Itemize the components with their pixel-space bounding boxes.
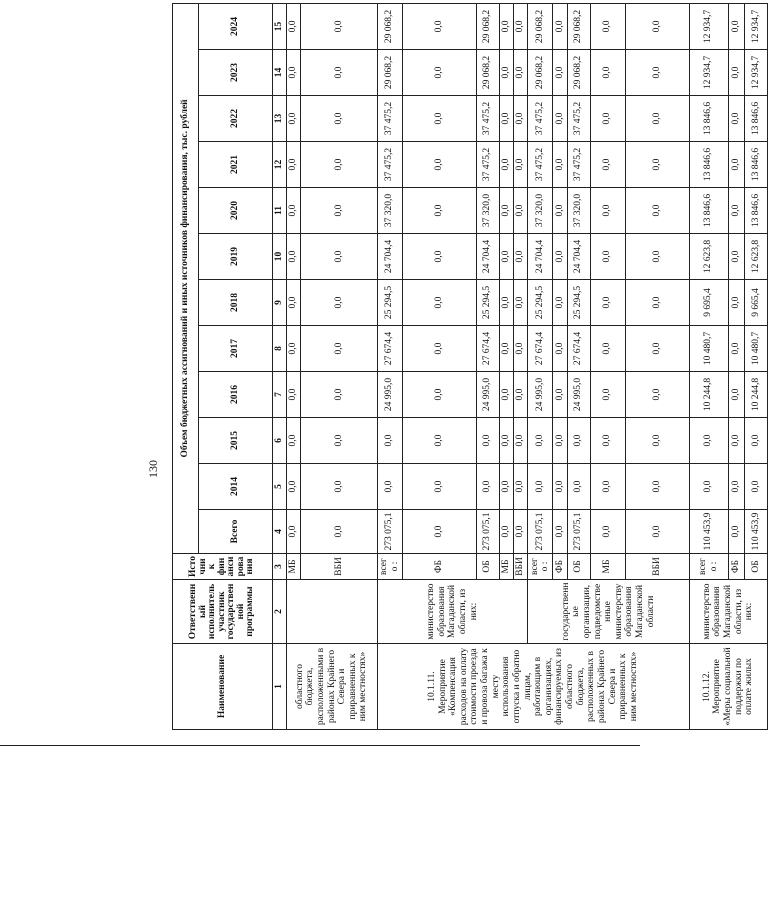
- value-cell: 0,0: [514, 280, 528, 326]
- value-cell: 0,0: [377, 464, 402, 510]
- value-cell: 0,0: [745, 418, 768, 464]
- value-cell: 0,0: [402, 3, 476, 49]
- value-cell: 0,0: [287, 464, 301, 510]
- value-cell: 9 695,4: [689, 280, 728, 326]
- value-cell: 0,0: [625, 96, 689, 142]
- value-cell: 0,0: [514, 418, 528, 464]
- value-cell: 0,0: [625, 50, 689, 96]
- value-cell: 0,0: [625, 234, 689, 280]
- measure-name: областного бюджета, расположенными в районах Крайнего Севера и приравненных к ним местностях»: [287, 644, 378, 730]
- value-cell: 25 294,5: [528, 280, 553, 326]
- value-cell: 0,0: [590, 96, 625, 142]
- value-cell: 0,0: [514, 142, 528, 188]
- value-cell: 37 475,2: [528, 96, 553, 142]
- source-cell: ФБ: [553, 554, 567, 580]
- source-cell: ФБ: [728, 554, 744, 580]
- value-cell: 0,0: [514, 96, 528, 142]
- value-cell: 12 934,7: [689, 50, 728, 96]
- header-year: 2019: [199, 234, 273, 280]
- value-cell: 0,0: [402, 510, 476, 554]
- value-cell: 0,0: [499, 326, 513, 372]
- measure-name: 10.1.12. Мероприятие «Меры социальной поддержки по оплате жилых: [689, 644, 767, 730]
- table-row: [689, 3, 728, 729]
- value-cell: 0,0: [590, 50, 625, 96]
- column-number: 4: [273, 510, 287, 554]
- value-cell: 24 704,4: [476, 234, 499, 280]
- value-cell: 0,0: [499, 50, 513, 96]
- value-cell: 10 244,8: [745, 372, 768, 418]
- value-cell: 0,0: [402, 96, 476, 142]
- value-cell: 12 934,7: [689, 3, 728, 49]
- value-cell: 27 674,4: [567, 326, 590, 372]
- value-cell: 0,0: [287, 188, 301, 234]
- value-cell: 0,0: [499, 96, 513, 142]
- value-cell: 0,0: [728, 372, 744, 418]
- value-cell: 0,0: [625, 372, 689, 418]
- value-cell: 0,0: [402, 326, 476, 372]
- source-cell: ОБ: [476, 554, 499, 580]
- value-cell: 0,0: [514, 464, 528, 510]
- value-cell: 12 934,7: [745, 50, 768, 96]
- value-cell: 0,0: [689, 464, 728, 510]
- value-cell: 0,0: [301, 188, 377, 234]
- value-cell: 0,0: [287, 418, 301, 464]
- value-cell: 29 068,2: [528, 50, 553, 96]
- value-cell: 0,0: [553, 418, 567, 464]
- value-cell: 24 995,0: [528, 372, 553, 418]
- value-cell: 12 623,8: [689, 234, 728, 280]
- column-number: 6: [273, 418, 287, 464]
- value-cell: 24 995,0: [476, 372, 499, 418]
- value-cell: 0,0: [528, 464, 553, 510]
- value-cell: 0,0: [625, 464, 689, 510]
- value-cell: 0,0: [625, 188, 689, 234]
- header-year: 2022: [199, 96, 273, 142]
- source-cell: ОБ: [567, 554, 590, 580]
- value-cell: 0,0: [402, 188, 476, 234]
- value-cell: 27 674,4: [476, 326, 499, 372]
- value-cell: 110 453,9: [689, 510, 728, 554]
- value-cell: 37 475,2: [567, 142, 590, 188]
- header-year: 2014: [199, 464, 273, 510]
- source-cell: МБ: [590, 554, 625, 580]
- value-cell: 0,0: [301, 372, 377, 418]
- column-number: 10: [273, 234, 287, 280]
- value-cell: 0,0: [499, 188, 513, 234]
- value-cell: 0,0: [553, 3, 567, 49]
- column-number: 3: [273, 554, 287, 580]
- value-cell: 0,0: [499, 3, 513, 49]
- financing-table: [172, 3, 768, 730]
- value-cell: 0,0: [590, 188, 625, 234]
- value-cell: 0,0: [287, 3, 301, 49]
- value-cell: 273 075,1: [377, 510, 402, 554]
- header-year: 2020: [199, 188, 273, 234]
- value-cell: 110 453,9: [745, 510, 768, 554]
- source-cell: всего :: [528, 554, 553, 580]
- value-cell: 0,0: [553, 188, 567, 234]
- executor-cell: министерство образования Магаданской области, из них:: [377, 580, 528, 644]
- value-cell: 25 294,5: [567, 280, 590, 326]
- value-cell: 0,0: [625, 510, 689, 554]
- value-cell: 0,0: [553, 96, 567, 142]
- column-number: 1: [273, 644, 287, 730]
- header-volume: Объем бюджетных ассигнований и иных источников финансирования, тыс. рублей: [173, 3, 199, 553]
- value-cell: 0,0: [514, 188, 528, 234]
- value-cell: 0,0: [590, 464, 625, 510]
- value-cell: 0,0: [590, 3, 625, 49]
- value-cell: 9 665,4: [745, 280, 768, 326]
- value-cell: 0,0: [301, 3, 377, 49]
- value-cell: 37 475,2: [377, 96, 402, 142]
- value-cell: 0,0: [625, 280, 689, 326]
- value-cell: 13 846,6: [745, 142, 768, 188]
- value-cell: 0,0: [287, 326, 301, 372]
- value-cell: 29 068,2: [567, 3, 590, 49]
- column-number: 13: [273, 96, 287, 142]
- value-cell: 0,0: [553, 464, 567, 510]
- value-cell: 37 320,0: [567, 188, 590, 234]
- header-name: Наименование: [173, 644, 273, 730]
- value-cell: 0,0: [728, 510, 744, 554]
- value-cell: 0,0: [301, 96, 377, 142]
- column-number: 8: [273, 326, 287, 372]
- value-cell: 0,0: [499, 372, 513, 418]
- value-cell: 13 846,6: [745, 96, 768, 142]
- value-cell: 37 475,2: [567, 96, 590, 142]
- value-cell: 0,0: [301, 50, 377, 96]
- source-cell: ВБИ: [301, 554, 377, 580]
- value-cell: 24 704,4: [528, 234, 553, 280]
- value-cell: 0,0: [553, 280, 567, 326]
- value-cell: 0,0: [745, 464, 768, 510]
- value-cell: 0,0: [287, 50, 301, 96]
- value-cell: 0,0: [689, 418, 728, 464]
- value-cell: 25 294,5: [476, 280, 499, 326]
- value-cell: 10 244,8: [689, 372, 728, 418]
- value-cell: 29 068,2: [377, 3, 402, 49]
- value-cell: 27 674,4: [528, 326, 553, 372]
- value-cell: 0,0: [514, 372, 528, 418]
- value-cell: 0,0: [287, 96, 301, 142]
- value-cell: 0,0: [553, 234, 567, 280]
- value-cell: 0,0: [728, 234, 744, 280]
- value-cell: 0,0: [514, 510, 528, 554]
- value-cell: 0,0: [287, 142, 301, 188]
- value-cell: 24 995,0: [567, 372, 590, 418]
- value-cell: 0,0: [590, 280, 625, 326]
- value-cell: 0,0: [499, 510, 513, 554]
- column-number: 15: [273, 3, 287, 49]
- value-cell: 13 846,6: [689, 96, 728, 142]
- value-cell: 0,0: [590, 418, 625, 464]
- value-cell: 12 934,7: [745, 3, 768, 49]
- executor-cell: министерство образования Магаданской области, из них:: [689, 580, 767, 644]
- column-number: 5: [273, 464, 287, 510]
- value-cell: 37 320,0: [377, 188, 402, 234]
- value-cell: 0,0: [287, 372, 301, 418]
- value-cell: 0,0: [514, 3, 528, 49]
- value-cell: 0,0: [514, 50, 528, 96]
- value-cell: 0,0: [301, 510, 377, 554]
- value-cell: 0,0: [590, 372, 625, 418]
- value-cell: 0,0: [567, 418, 590, 464]
- value-cell: 13 846,6: [689, 188, 728, 234]
- value-cell: 0,0: [625, 142, 689, 188]
- page-divider-line: [0, 745, 640, 746]
- value-cell: 27 674,4: [377, 326, 402, 372]
- value-cell: 24 704,4: [377, 234, 402, 280]
- value-cell: 0,0: [553, 510, 567, 554]
- value-cell: 0,0: [567, 464, 590, 510]
- value-cell: 0,0: [402, 372, 476, 418]
- value-cell: 37 475,2: [476, 96, 499, 142]
- page-number: 130: [146, 460, 160, 478]
- value-cell: 37 320,0: [528, 188, 553, 234]
- source-cell: ФБ: [402, 554, 476, 580]
- header-source: Источник финансирования: [173, 554, 273, 580]
- value-cell: 0,0: [476, 464, 499, 510]
- header-year: 2016: [199, 372, 273, 418]
- value-cell: 0,0: [287, 280, 301, 326]
- source-cell: всего :: [377, 554, 402, 580]
- value-cell: 0,0: [728, 464, 744, 510]
- value-cell: 0,0: [402, 142, 476, 188]
- header-year: 2017: [199, 326, 273, 372]
- value-cell: 24 995,0: [377, 372, 402, 418]
- header-year: 2018: [199, 280, 273, 326]
- value-cell: 0,0: [301, 464, 377, 510]
- value-cell: 0,0: [553, 372, 567, 418]
- value-cell: 0,0: [301, 280, 377, 326]
- value-cell: 13 846,6: [689, 142, 728, 188]
- value-cell: 0,0: [553, 50, 567, 96]
- value-cell: 0,0: [301, 326, 377, 372]
- header-year: 2021: [199, 142, 273, 188]
- value-cell: 24 704,4: [567, 234, 590, 280]
- value-cell: 37 475,2: [476, 142, 499, 188]
- executor-cell: [287, 580, 378, 644]
- column-number: 9: [273, 280, 287, 326]
- value-cell: 0,0: [499, 418, 513, 464]
- value-cell: 0,0: [728, 326, 744, 372]
- value-cell: 0,0: [514, 326, 528, 372]
- value-cell: 0,0: [301, 142, 377, 188]
- value-cell: 0,0: [499, 280, 513, 326]
- value-cell: 0,0: [402, 50, 476, 96]
- value-cell: 0,0: [402, 280, 476, 326]
- value-cell: 0,0: [728, 96, 744, 142]
- value-cell: 0,0: [402, 464, 476, 510]
- value-cell: 0,0: [590, 142, 625, 188]
- value-cell: 37 475,2: [528, 142, 553, 188]
- value-cell: 0,0: [499, 464, 513, 510]
- value-cell: 10 480,7: [689, 326, 728, 372]
- value-cell: 29 068,2: [528, 3, 553, 49]
- value-cell: 29 068,2: [476, 50, 499, 96]
- value-cell: 0,0: [528, 418, 553, 464]
- value-cell: 0,0: [402, 234, 476, 280]
- value-cell: 273 075,1: [476, 510, 499, 554]
- value-cell: 0,0: [499, 234, 513, 280]
- value-cell: 29 068,2: [567, 50, 590, 96]
- header-executor: Ответственный исполнитель участник государственной программы: [173, 580, 273, 644]
- value-cell: 29 068,2: [476, 3, 499, 49]
- value-cell: 0,0: [625, 326, 689, 372]
- value-cell: 37 475,2: [377, 142, 402, 188]
- header-year: 2015: [199, 418, 273, 464]
- column-number: 14: [273, 50, 287, 96]
- column-number: 7: [273, 372, 287, 418]
- value-cell: 0,0: [301, 234, 377, 280]
- source-cell: ВБИ: [514, 554, 528, 580]
- value-cell: 0,0: [590, 510, 625, 554]
- value-cell: 0,0: [553, 142, 567, 188]
- table-row: [377, 3, 402, 729]
- value-cell: 0,0: [514, 234, 528, 280]
- source-cell: ОБ: [745, 554, 768, 580]
- source-cell: МБ: [287, 554, 301, 580]
- executor-cell: государственные организации, подведомственные министерству образования Магаданской области: [528, 580, 689, 644]
- value-cell: 0,0: [377, 418, 402, 464]
- header-year: 2024: [199, 3, 273, 49]
- value-cell: 0,0: [728, 142, 744, 188]
- value-cell: 273 075,1: [528, 510, 553, 554]
- value-cell: 0,0: [728, 280, 744, 326]
- value-cell: 12 623,8: [745, 234, 768, 280]
- column-number: 11: [273, 188, 287, 234]
- value-cell: 0,0: [625, 3, 689, 49]
- column-number: 2: [273, 580, 287, 644]
- source-cell: МБ: [499, 554, 513, 580]
- header-total: Всего: [199, 510, 273, 554]
- value-cell: 13 846,6: [745, 188, 768, 234]
- value-cell: 0,0: [590, 326, 625, 372]
- value-cell: 0,0: [287, 234, 301, 280]
- value-cell: 29 068,2: [377, 50, 402, 96]
- value-cell: 25 294,5: [377, 280, 402, 326]
- value-cell: 0,0: [590, 234, 625, 280]
- value-cell: 0,0: [728, 50, 744, 96]
- measure-name: 10.1.11. Мероприятие «Компенсация расходов на оплату стоимости проезда и провоза багажа к месту использования отпуска и обратно лицам, работающим в организациях, финансируемых из областного бюджета, расположенных в районах Крайнего Севера и приравненных к ним местностях»: [377, 644, 689, 730]
- column-number: 12: [273, 142, 287, 188]
- value-cell: 10 480,7: [745, 326, 768, 372]
- value-cell: 0,0: [287, 510, 301, 554]
- table-row: [528, 3, 553, 729]
- source-cell: ВБИ: [625, 554, 689, 580]
- value-cell: 0,0: [499, 142, 513, 188]
- value-cell: 37 320,0: [476, 188, 499, 234]
- value-cell: 0,0: [553, 326, 567, 372]
- table-row: [287, 3, 301, 729]
- value-cell: 0,0: [728, 188, 744, 234]
- value-cell: 0,0: [625, 418, 689, 464]
- value-cell: 0,0: [728, 418, 744, 464]
- header-year: 2023: [199, 50, 273, 96]
- rotated-table-wrapper: [172, 4, 768, 730]
- value-cell: 273 075,1: [567, 510, 590, 554]
- value-cell: 0,0: [728, 3, 744, 49]
- value-cell: 0,0: [301, 418, 377, 464]
- source-cell: всего :: [689, 554, 728, 580]
- value-cell: 0,0: [476, 418, 499, 464]
- value-cell: 0,0: [402, 418, 476, 464]
